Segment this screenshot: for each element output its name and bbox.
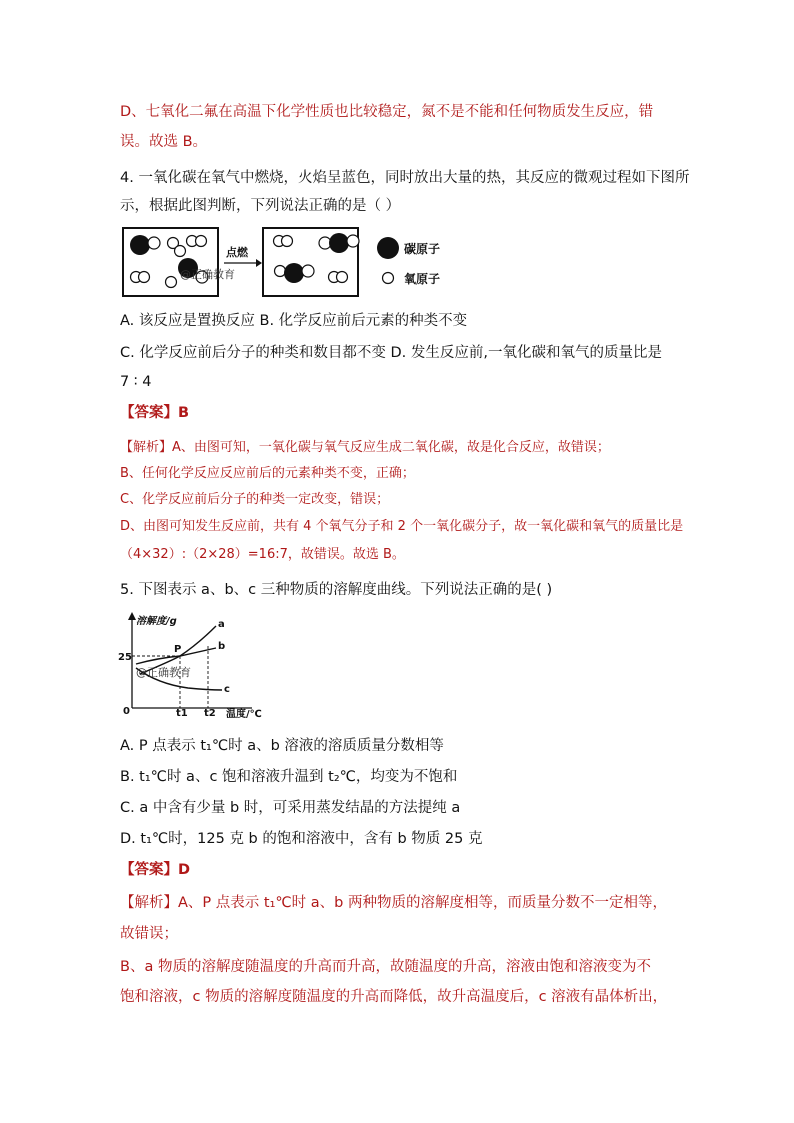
curve-c-label: c — [224, 684, 230, 695]
solubility-chart — [118, 612, 262, 722]
curve-a-label: a — [218, 619, 225, 630]
reaction-diagram — [120, 225, 460, 300]
watermark: @正确教育 — [136, 666, 191, 679]
explanation-line: 故错误； — [120, 926, 178, 942]
legend-oxygen-label: 氧原子 — [404, 272, 441, 286]
legend-carbon-label: 碳原子 — [404, 242, 441, 256]
question-4-options: 7 ∶ 4 — [120, 374, 152, 390]
question-5-option-b: B. t₁℃时 a、c 饱和溶液升温到 t₂℃，均变为不饱和 — [120, 769, 458, 785]
explanation-line: （4×32）:（2×28）=16:7，故错误。故选 B。 — [120, 547, 405, 562]
explanation-line: B、任何化学反应反应前后的元素种类不变，正确； — [120, 466, 415, 481]
arrow-label: 点燃 — [226, 246, 248, 259]
question-5-option-d: D. t₁℃时，125 克 b 的饱和溶液中，含有 b 物质 25 克 — [120, 831, 483, 847]
question-4-options: A. 该反应是置换反应 B. 化学反应前后元素的种类不变 — [120, 313, 468, 329]
answer-label: 【答案】B — [120, 405, 190, 421]
explanation-line: C、化学反应前后分子的种类一定改变，错误； — [120, 492, 390, 507]
explanation-line: D、由图可知发生反应前，共有 4 个氧气分子和 2 个一氧化碳分子，故一氧化碳和氧气的质量比是 — [120, 519, 684, 534]
x-axis-label: 温度/℃ — [226, 709, 262, 720]
question-4-options: C. 化学反应前后分子的种类和数目都不变 D. 发生反应前,一氧化碳和氧气的质量比是 — [120, 345, 662, 361]
point-p-label: P — [174, 644, 182, 655]
answer-label: 【答案】D — [120, 862, 191, 878]
y-tick-label: 25 — [118, 652, 132, 663]
t2-label: t2 — [204, 708, 216, 719]
origin-label: 0 — [123, 706, 130, 717]
question-5-stem: 5. 下图表示 a、b、c 三种物质的溶解度曲线。下列说法正确的是( ) — [120, 582, 553, 598]
text-line: D、七氧化二氟在高温下化学性质也比较稳定，氮不是不能和任何物质发生反应，错 — [120, 104, 654, 120]
t1-label: t1 — [176, 708, 188, 719]
text-line: 误。故选 B。 — [120, 134, 208, 150]
question-4-stem: 示，根据此图判断，下列说法正确的是（ ） — [120, 198, 401, 214]
explanation-line: 饱和溶液，c 物质的溶解度随温度的升高而降低，故升高温度后，c 溶液有晶体析出， — [120, 989, 668, 1005]
explanation-line: 【解析】A、由图可知，一氧化碳与氧气反应生成二氧化碳，故是化合反应，故错误； — [120, 440, 610, 455]
curve-b-label: b — [218, 641, 226, 652]
watermark: @正确教育 — [180, 268, 235, 281]
explanation-line: B、a 物质的溶解度随温度的升高而升高，故随温度的升高，溶液由饱和溶液变为不 — [120, 959, 651, 975]
question-5-option-a: A. P 点表示 t₁℃时 a、b 溶液的溶质质量分数相等 — [120, 738, 444, 754]
question-4-stem: 4. 一氧化碳在氧气中燃烧，火焰呈蓝色，同时放出大量的热，其反应的微观过程如下图所 — [120, 170, 690, 186]
question-5-option-c: C. a 中含有少量 b 时，可采用蒸发结晶的方法提纯 a — [120, 800, 461, 816]
explanation-line: 【解析】A、P 点表示 t₁℃时 a、b 两种物质的溶解度相等，而质量分数不一定相等， — [120, 895, 667, 911]
y-axis-label: 溶解度/g — [136, 616, 177, 627]
